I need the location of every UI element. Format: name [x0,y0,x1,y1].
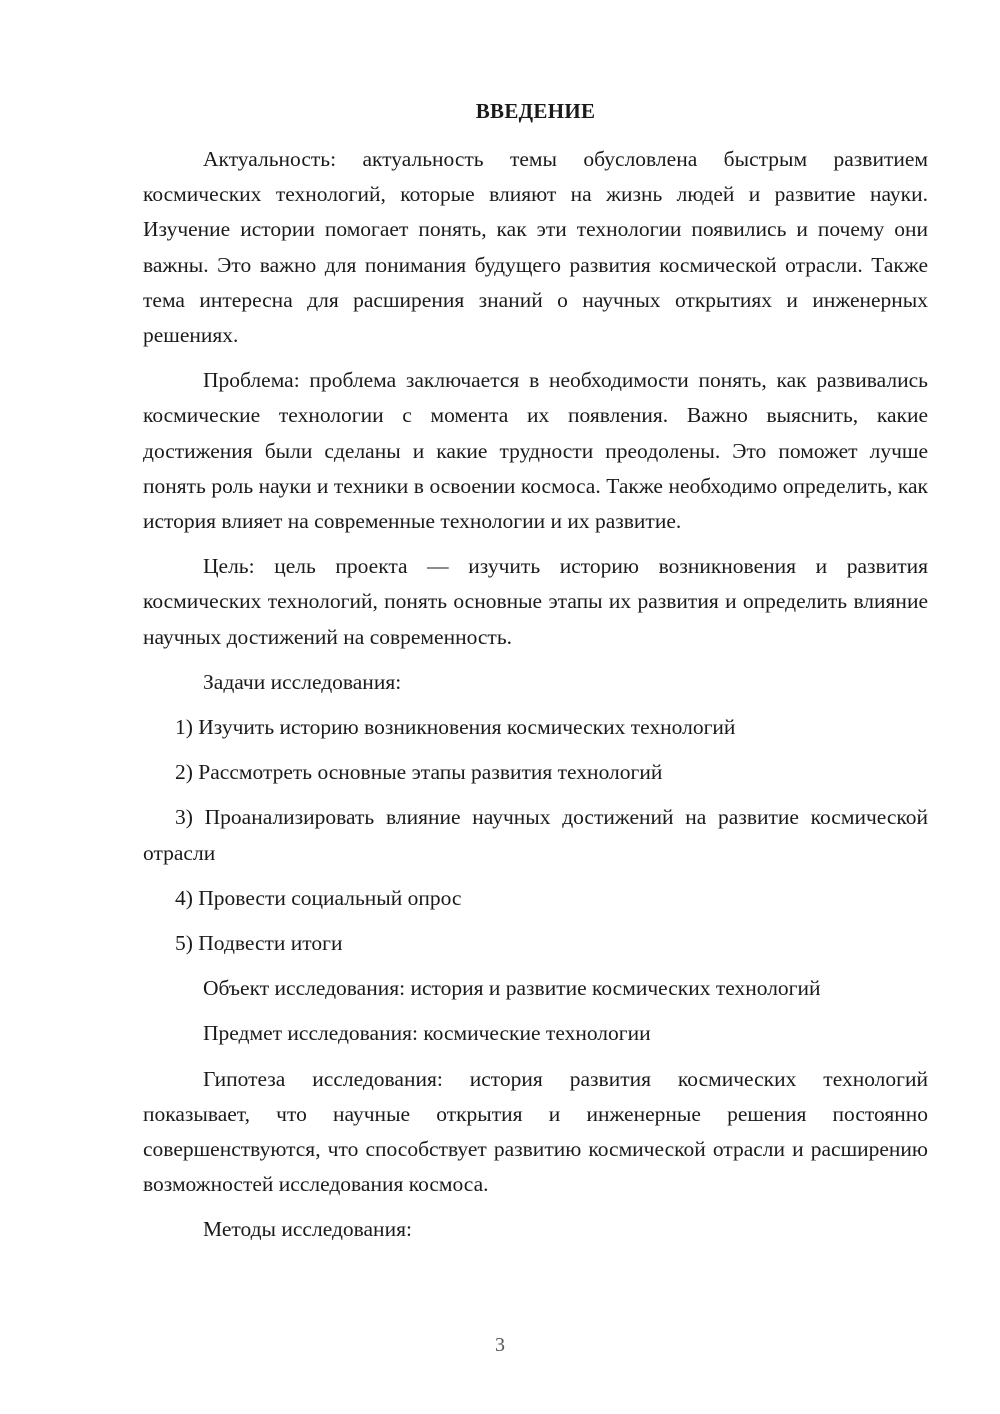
document-page [143,94,928,1258]
task-item-5: 5) Подвести итоги [175,931,343,956]
task-item-4: 4) Провести социальный опрос [175,885,462,910]
section-heading: ВВЕДЕНИЕ [475,99,596,123]
problem-paragraph: Проблема: проблема заключается в необходимости понять, как развивались космические технологии с момента их появления. Важно выяснить, какие достижения были сделаны и какие трудности преодолены. Это поможет лучше понять роль науки и техники в освоении космоса. Также необходимо определить, как история влияет на современные технологии и их развитие. [143,368,928,534]
research-object: Объект исследования: история и развитие космических технологий [203,976,821,1001]
task-item-1: 1) Изучить историю возникновения космических технологий [175,715,736,740]
tasks-heading: Задачи исследования: [203,669,402,694]
research-subject: Предмет исследования: космические технологии [203,1021,651,1046]
goal-paragraph: Цель: цель проекта — изучить историю возникновения и развития космических технологий, понять основные этапы их развития и определить влияние научных достижений на современность. [143,554,928,649]
task-item-2: 2) Рассмотреть основные этапы развития технологий [175,760,663,785]
page-number: 3 [495,1334,505,1356]
hypothesis-paragraph: Гипотеза исследования: история развития космических технологий показывает, что научные открытия и инженерные решения постоянно совершенствуются, что способствует развитию космической отрасли и расширению возможностей исследования космоса. [143,1066,928,1197]
methods-heading: Методы исследования: [203,1217,412,1242]
task-item-3: 3) Проанализировать влияние научных достижений на развитие космической отрасли [143,805,928,865]
actuality-paragraph: Актуальность: актуальность темы обусловлена быстрым развитием космических технологий, которые влияют на жизнь людей и развитие науки. Изучение истории помогает понять, как эти технологии появились и почему они важны. Это важно для понимания будущего развития космической отрасли. Также тема интересна для расширения знаний о научных открытиях и инженерных решениях. [143,147,928,348]
